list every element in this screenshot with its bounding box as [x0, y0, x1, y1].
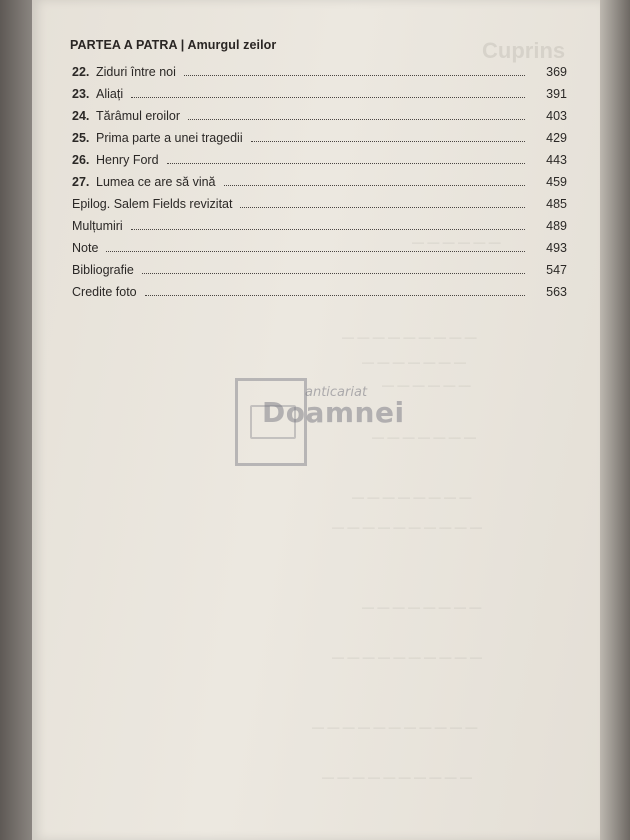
page-number: 443	[546, 153, 567, 167]
dot-leader	[251, 131, 525, 142]
toc-row[interactable]	[72, 259, 567, 281]
toc-row[interactable]	[72, 127, 567, 149]
ghost-text: — — — — — — — — —	[342, 330, 477, 344]
chapter-title: Lumea ce are să vină	[96, 175, 216, 189]
chapter-number: 27.	[72, 175, 90, 189]
dot-leader	[224, 175, 525, 186]
chapter-number: 22.	[72, 65, 90, 79]
toc-row[interactable]	[72, 61, 567, 83]
toc-row[interactable]	[72, 237, 567, 259]
chapter-title: Ziduri între noi	[96, 65, 176, 79]
entry-title: Epilog. Salem Fields revizitat	[72, 197, 233, 211]
dot-leader	[142, 263, 525, 274]
ghost-text: — — — — — — — — — —	[322, 770, 473, 784]
ghost-text: Cuprins	[482, 38, 566, 63]
chapter-title: Prima parte a unei tragedii	[96, 131, 243, 145]
page-number: 485	[546, 197, 567, 211]
toc-row[interactable]	[72, 193, 567, 215]
ghost-text: — — — — — —	[382, 378, 471, 392]
page-number: 563	[546, 285, 567, 299]
page-number: 493	[546, 241, 567, 255]
chapter-number: 26.	[72, 153, 90, 167]
entry-title: Note	[72, 241, 99, 255]
page-number: 391	[546, 87, 567, 101]
page-number: 429	[546, 131, 567, 145]
table-of-contents	[72, 61, 567, 303]
chapter-title: Henry Ford	[96, 153, 159, 167]
ghost-text: — — — — — — — —	[352, 490, 472, 504]
page-number: 489	[546, 219, 567, 233]
entry-title: Mulțumiri	[72, 219, 123, 233]
dot-leader	[240, 197, 525, 208]
ghost-text: — — — — — — —	[362, 355, 467, 369]
entry-title: Credite foto	[72, 285, 137, 299]
dot-leader	[106, 241, 525, 252]
ghost-text: — — — — — — — —	[362, 600, 482, 614]
dot-leader	[131, 219, 525, 230]
section-heading: PARTEA A PATRA | Amurgul zeilor	[70, 38, 277, 52]
chapter-number: 23.	[72, 87, 90, 101]
watermark-small-text: anticariat	[305, 385, 368, 400]
entry-title: Bibliografie	[72, 263, 134, 277]
page-edge-right	[600, 0, 630, 840]
dot-leader	[184, 65, 525, 76]
ghost-text: — — — — — —	[412, 235, 501, 249]
toc-row[interactable]	[72, 149, 567, 171]
page-edge-left	[0, 0, 32, 840]
chapter-number: 25.	[72, 131, 90, 145]
watermark-big-text: Doamnei	[262, 396, 405, 429]
chapter-title: Aliați	[96, 87, 124, 101]
chapter-number: 24.	[72, 109, 90, 123]
ghost-text: — — — — — — — — — — —	[312, 720, 478, 734]
dot-leader	[167, 153, 525, 164]
toc-row[interactable]	[72, 105, 567, 127]
page-number: 403	[546, 109, 567, 123]
page-number: 459	[546, 175, 567, 189]
toc-row[interactable]	[72, 215, 567, 237]
ghost-text: — — — — — — — — — —	[332, 650, 483, 664]
dot-leader	[188, 109, 525, 120]
chapter-title: Tărâmul eroilor	[96, 109, 181, 123]
ghost-text: — — — — — — —	[372, 430, 477, 444]
dot-leader	[131, 87, 525, 98]
ghost-text: — — — — — — — — — —	[332, 520, 483, 534]
toc-row[interactable]	[72, 171, 567, 193]
toc-row[interactable]	[72, 281, 567, 303]
dot-leader	[145, 285, 525, 296]
page-number: 369	[546, 65, 567, 79]
toc-row[interactable]	[72, 83, 567, 105]
page-number: 547	[546, 263, 567, 277]
